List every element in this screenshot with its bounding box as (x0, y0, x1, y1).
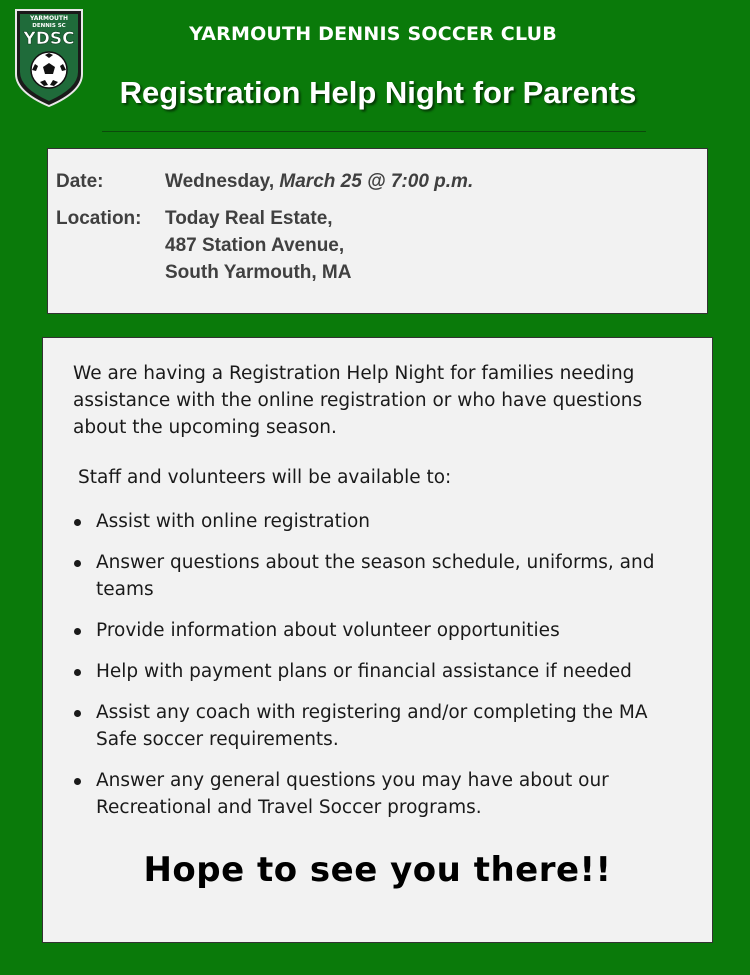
bullet-icon (74, 628, 81, 635)
logo-initials: YDSC (23, 29, 75, 49)
logo-text-mid: DENNIS SC (32, 23, 66, 29)
intro-paragraph: We are having a Registration Help Night for families needing assistance with the online registration or who have questions about the upcoming season. (73, 363, 643, 438)
event-details-box (47, 148, 708, 314)
list-item-text: Answer any general questions you may have about our Recreational and Travel Soccer programs. (96, 770, 609, 818)
location-line: Today Real Estate, (165, 208, 333, 229)
location-line: South Yarmouth, MA (165, 262, 352, 283)
main-content-box (42, 337, 713, 943)
list-item (73, 767, 688, 821)
list-item-text: Assist any coach with registering and/or completing the MA Safe soccer requirements. (96, 702, 648, 750)
list-item (73, 658, 688, 685)
services-list (73, 508, 688, 835)
date-label: Date: (56, 171, 104, 192)
bullet-icon (74, 778, 81, 785)
list-item-text: Help with payment plans or financial assistance if needed (96, 661, 632, 682)
ydsc-logo (12, 8, 86, 108)
list-item (73, 549, 688, 603)
soccer-ball-icon (31, 52, 67, 88)
list-item (73, 699, 688, 753)
list-item-text: Assist with online registration (96, 511, 371, 532)
location-value (165, 205, 351, 286)
bullet-icon (74, 560, 81, 567)
bullet-icon (74, 710, 81, 717)
date-value (165, 168, 473, 195)
date-day: Wednesday, (165, 171, 275, 192)
closing-message: Hope to see you there!! (143, 850, 612, 890)
location-line: 487 Station Avenue, (165, 235, 345, 256)
logo-text-top: YARMOUTH (29, 15, 69, 22)
staff-available-line: Staff and volunteers will be available to: (78, 467, 452, 488)
list-item (73, 508, 688, 535)
date-detail: March 25 @ 7:00 p.m. (279, 171, 474, 192)
location-label: Location: (56, 208, 142, 229)
list-item-text: Answer questions about the season schedule, uniforms, and teams (96, 552, 655, 600)
title-divider (102, 131, 646, 132)
event-title: Registration Help Night for Parents (119, 75, 637, 110)
list-item (73, 617, 688, 644)
bullet-icon (74, 519, 81, 526)
club-name: YARMOUTH DENNIS SOCCER CLUB (189, 23, 557, 45)
list-item-text: Provide information about volunteer opportunities (96, 620, 560, 641)
bullet-icon (74, 669, 81, 676)
